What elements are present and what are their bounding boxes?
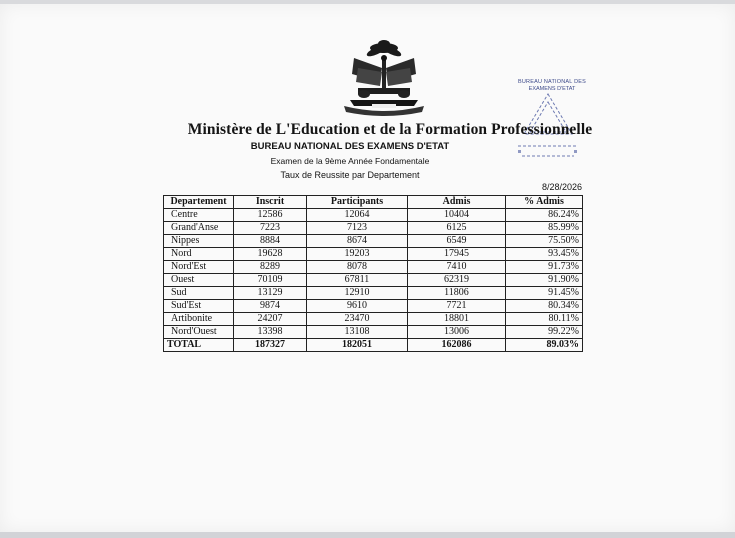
- stamp-text-line2: EXAMENS D'ETAT: [528, 86, 576, 92]
- cell-admis: 17945: [408, 248, 506, 261]
- column-header-departement: Departement: [164, 196, 234, 209]
- cell-inscrit: 24207: [234, 313, 307, 326]
- table-row: [164, 287, 583, 300]
- column-header-pct-admis: % Admis: [506, 196, 583, 209]
- table-row: [164, 274, 583, 287]
- report-title: Taux de Reussite par Departement: [280, 170, 420, 180]
- cell-pct-admis: 99.22%: [506, 326, 583, 339]
- cell-pct-admis: 93.45%: [506, 248, 583, 261]
- cell-inscrit: 8289: [234, 261, 307, 274]
- table-total-row: [164, 339, 583, 352]
- table-row: [164, 326, 583, 339]
- cell-departement: Nord: [164, 248, 234, 261]
- table-row: [164, 248, 583, 261]
- cell-departement: Sud'Est: [164, 300, 234, 313]
- column-header-participants: Participants: [307, 196, 408, 209]
- cell-admis: 6549: [408, 235, 506, 248]
- report-date: 8/28/2026: [541, 182, 582, 192]
- cell-participants: 13108: [307, 326, 408, 339]
- background-bottom: [0, 532, 735, 538]
- cell-participants: 19203: [307, 248, 408, 261]
- cell-inscrit: 9874: [234, 300, 307, 313]
- cell-admis: 62319: [408, 274, 506, 287]
- cell-departement: Sud: [164, 287, 234, 300]
- table-row: [164, 261, 583, 274]
- cell-participants: 23470: [307, 313, 408, 326]
- cell-pct-admis: 85.99%: [506, 222, 583, 235]
- table-header-row: [164, 196, 583, 209]
- cell-inscrit: 187327: [234, 339, 307, 352]
- column-header-admis: Admis: [408, 196, 506, 209]
- cell-admis: 10404: [408, 209, 506, 222]
- cell-admis: 7721: [408, 300, 506, 313]
- cell-inscrit: 19628: [234, 248, 307, 261]
- cell-departement: TOTAL: [164, 339, 234, 352]
- cell-departement: Centre: [164, 209, 234, 222]
- cell-participants: 67811: [307, 274, 408, 287]
- cell-participants: 8674: [307, 235, 408, 248]
- cell-participants: 9610: [307, 300, 408, 313]
- cell-admis: 6125: [408, 222, 506, 235]
- table-row: [164, 300, 583, 313]
- cell-pct-admis: 91.90%: [506, 274, 583, 287]
- cell-admis: 162086: [408, 339, 506, 352]
- cell-participants: 8078: [307, 261, 408, 274]
- exam-name: Examen de la 9ème Année Fondamentale: [270, 156, 430, 166]
- cell-admis: 13006: [408, 326, 506, 339]
- cell-departement: Artibonite: [164, 313, 234, 326]
- cell-inscrit: 13398: [234, 326, 307, 339]
- cell-participants: 12064: [307, 209, 408, 222]
- table-row: [164, 313, 583, 326]
- cell-pct-admis: 86.24%: [506, 209, 583, 222]
- table-row: [164, 209, 583, 222]
- cell-pct-admis: 80.11%: [506, 313, 583, 326]
- cell-departement: Ouest: [164, 274, 234, 287]
- cell-pct-admis: 80.34%: [506, 300, 583, 313]
- cell-participants: 182051: [307, 339, 408, 352]
- cell-departement: Nord'Ouest: [164, 326, 234, 339]
- cell-inscrit: 7223: [234, 222, 307, 235]
- cell-admis: 18801: [408, 313, 506, 326]
- cell-inscrit: 12586: [234, 209, 307, 222]
- cell-participants: 7123: [307, 222, 408, 235]
- cell-pct-admis: 91.73%: [506, 261, 583, 274]
- cell-participants: 12910: [307, 287, 408, 300]
- cell-inscrit: 13129: [234, 287, 307, 300]
- column-header-inscrit: Inscrit: [234, 196, 307, 209]
- cell-pct-admis: 91.45%: [506, 287, 583, 300]
- results-table: [163, 195, 583, 352]
- cell-admis: 11806: [408, 287, 506, 300]
- ministry-title: Ministère de L'Education et de la Formation Professionnelle: [187, 121, 593, 138]
- table-row: [164, 235, 583, 248]
- cell-inscrit: 70109: [234, 274, 307, 287]
- table-row: [164, 222, 583, 235]
- haiti-coat-of-arms-icon: [336, 38, 432, 116]
- cell-admis: 7410: [408, 261, 506, 274]
- bureau-title: BUREAU NATIONAL DES EXAMENS D'ETAT: [250, 141, 450, 152]
- cell-departement: Nord'Est: [164, 261, 234, 274]
- cell-pct-admis: 89.03%: [506, 339, 583, 352]
- stamp-text-line1: BUREAU NATIONAL DES: [518, 79, 586, 85]
- cell-inscrit: 8884: [234, 235, 307, 248]
- cell-pct-admis: 75.50%: [506, 235, 583, 248]
- cell-departement: Nippes: [164, 235, 234, 248]
- cell-departement: Grand'Anse: [164, 222, 234, 235]
